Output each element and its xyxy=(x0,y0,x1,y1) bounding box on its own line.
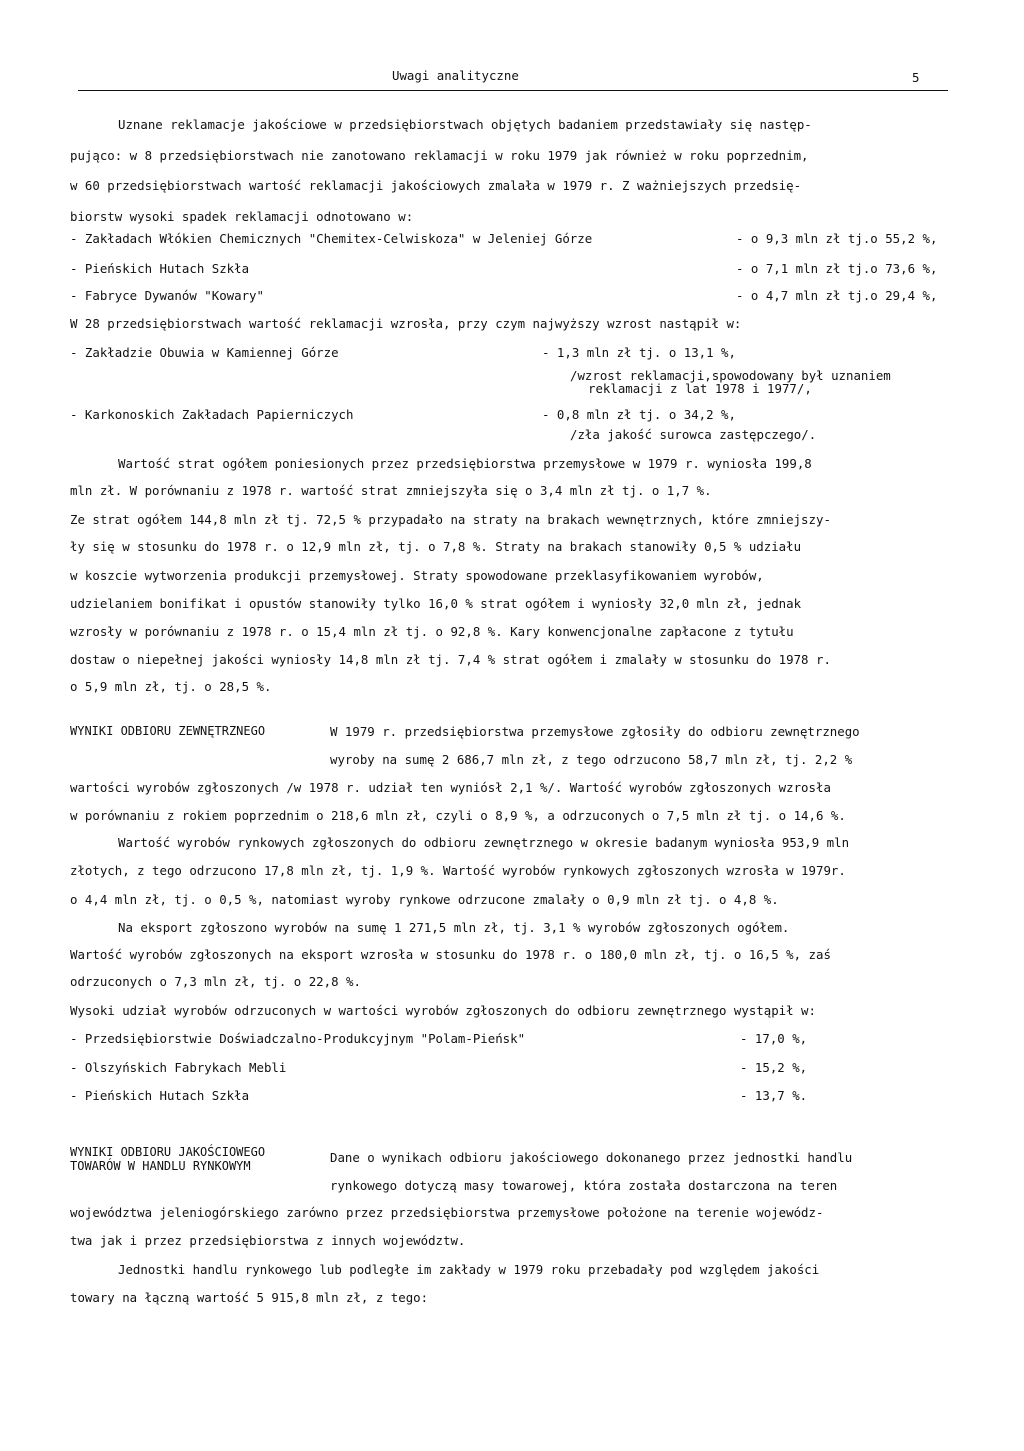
list-item-name: - Pieńskich Hutach Szkła xyxy=(70,261,250,276)
section-heading: WYNIKI ODBIORU ZEWNĘTRZNEGO xyxy=(70,724,266,738)
paragraph-line: pująco: w 8 przedsiębiorstwach nie zanotowano reklamacji w roku 1979 jak również w roku poprzednim, xyxy=(70,148,809,163)
paragraph-line: W 28 przedsiębiorstwach wartość reklamacji wzrosła, przy czym najwyższy wzrost nastąpił w: xyxy=(70,316,742,331)
paragraph-line: w koszcie wytworzenia produkcji przemysłowej. Straty spowodowane przeklasyfikowaniem wyrobów, xyxy=(70,568,764,583)
list-item-value: - 15,2 %, xyxy=(740,1060,808,1075)
header-rule xyxy=(78,90,948,91)
paragraph-line: wyroby na sumę 2 686,7 mln zł, z tego odrzucono 58,7 mln zł, tj. 2,2 % xyxy=(330,752,853,767)
paragraph-line: wartości wyrobów zgłoszonych /w 1978 r. udział ten wyniósł 2,1 %/. Wartość wyrobów zgłoszonych wzrosła xyxy=(70,780,831,795)
list-item-value: - 0,8 mln zł tj. o 34,2 %, xyxy=(542,407,736,422)
paragraph-line: Uznane reklamacje jakościowe w przedsiębiorstwach objętych badaniem przedstawiały się następ- xyxy=(118,117,812,132)
paragraph-line: o 5,9 mln zł, tj. o 28,5 %. xyxy=(70,679,272,694)
list-item-name: - Olszyńskich Fabrykach Mebli xyxy=(70,1060,287,1075)
list-item-value: - 13,7 %. xyxy=(740,1088,808,1103)
list-item-name: - Karkonoskich Zakładach Papierniczych xyxy=(70,407,354,422)
paragraph-line: Ze strat ogółem 144,8 mln zł tj. 72,5 % przypadało na straty na brakach wewnętrznych, które zmniejszy- xyxy=(70,512,831,527)
section-heading: WYNIKI ODBIORU JAKOŚCIOWEGO TOWARÓW W HANDLU RYNKOWYM xyxy=(70,1145,266,1173)
paragraph-line: odrzuconych o 7,3 mln zł, tj. o 22,8 %. xyxy=(70,974,361,989)
paragraph-line: towary na łączną wartość 5 915,8 mln zł, z tego: xyxy=(70,1290,429,1305)
paragraph-line: biorstw wysoki spadek reklamacji odnotowano w: xyxy=(70,209,414,224)
paragraph-line: o 4,4 mln zł, tj. o 0,5 %, natomiast wyroby rynkowe odrzucone zmalały o 0,9 mln zł tj. o 4,8 %. xyxy=(70,892,779,907)
paragraph-line: Dane o wynikach odbioru jakościowego dokonanego przez jednostki handlu xyxy=(330,1150,853,1165)
paragraph-line: udzielaniem bonifikat i opustów stanowiły tylko 16,0 % strat ogółem i wyniosły 32,0 mln zł, jednak xyxy=(70,596,802,611)
paragraph-line: wzrosły w porównaniu z 1978 r. o 15,4 mln zł tj. o 92,8 %. Kary konwencjonalne zapłacone z tytułu xyxy=(70,624,794,639)
paragraph-line: rynkowego dotyczą masy towarowej, która została dostarczona na teren xyxy=(330,1178,838,1193)
list-item-note: reklamacji z lat 1978 i 1977/, xyxy=(588,381,812,396)
paragraph-line: złotych, z tego odrzucono 17,8 mln zł, tj. 1,9 %. Wartość wyrobów rynkowych zgłoszonych wzrosła w 1979r. xyxy=(70,863,846,878)
paragraph-line: Jednostki handlu rynkowego lub podległe im zakłady w 1979 roku przebadały pod względem jakości xyxy=(118,1262,820,1277)
list-item-name: - Zakładzie Obuwia w Kamiennej Górze xyxy=(70,345,339,360)
paragraph-line: mln zł. W porównaniu z 1978 r. wartość strat zmniejszyła się o 3,4 mln zł tj. o 1,7 %. xyxy=(70,483,712,498)
paragraph-line: Wartość wyrobów rynkowych zgłoszonych do odbioru zewnętrznego w okresie badanym wyniosła 953,9 mln xyxy=(118,835,850,850)
paragraph-line: Na eksport zgłoszono wyrobów na sumę 1 271,5 mln zł, tj. 3,1 % wyrobów zgłoszonych ogółem. xyxy=(118,920,790,935)
paragraph-line: ły się w stosunku do 1978 r. o 12,9 mln zł, tj. o 7,8 %. Straty na brakach stanowiły 0,5 % udziału xyxy=(70,539,802,554)
page-header xyxy=(0,66,1024,96)
list-item-name: - Zakładach Włókien Chemicznych "Chemitex-Celwiskoza" w Jeleniej Górze xyxy=(70,231,593,246)
paragraph-line: Wysoki udział wyrobów odrzuconych w wartości wyrobów zgłoszonych do odbioru zewnętrznego wystąpił w: xyxy=(70,1003,816,1018)
list-item-note: /wzrost reklamacji,spowodowany był uznaniem xyxy=(570,368,891,383)
list-item-name: - Przedsiębiorstwie Doświadczalno-Produkcyjnym "Polam-Pieńsk" xyxy=(70,1031,526,1046)
list-item-note: /zła jakość surowca zastępczego/. xyxy=(570,427,817,442)
paragraph-line: Wartość wyrobów zgłoszonych na eksport wzrosła w stosunku do 1978 r. o 180,0 mln zł, tj. o 16,5 %, zaś xyxy=(70,947,831,962)
paragraph-line: w 60 przedsiębiorstwach wartość reklamacji jakościowych zmalała w 1979 r. Z ważniejszych przedsię- xyxy=(70,178,802,193)
paragraph-line: W 1979 r. przedsiębiorstwa przemysłowe zgłosiły do odbioru zewnętrznego xyxy=(330,724,860,739)
list-item-value: - o 7,1 mln zł tj.o 73,6 %, xyxy=(736,261,938,276)
list-item-name: - Fabryce Dywanów "Kowary" xyxy=(70,288,264,303)
list-item-value: - 17,0 %, xyxy=(740,1031,808,1046)
list-item-value: - o 9,3 mln zł tj.o 55,2 %, xyxy=(736,231,938,246)
page-number: 5 xyxy=(912,70,920,85)
paragraph-line: województwa jeleniogórskiego zarówno przez przedsiębiorstwa przemysłowe położone na terenie wojewódz- xyxy=(70,1205,824,1220)
paragraph-line: Wartość strat ogółem poniesionych przez przedsiębiorstwa przemysłowe w 1979 r. wyniosła 199,8 xyxy=(118,456,812,471)
header-title: Uwagi analityczne xyxy=(392,68,519,83)
paragraph-line: twa jak i przez przedsiębiorstwa z innych województw. xyxy=(70,1233,466,1248)
paragraph-line: w porównaniu z rokiem poprzednim o 218,6 mln zł, czyli o 8,9 %, a odrzuconych o 7,5 mln zł tj. o 14,6 %. xyxy=(70,808,846,823)
paragraph-line: dostaw o niepełnej jakości wyniosły 14,8 mln zł tj. 7,4 % strat ogółem i zmalały w stosunku do 1978 r. xyxy=(70,652,831,667)
list-item-name: - Pieńskich Hutach Szkła xyxy=(70,1088,250,1103)
list-item-value: - o 4,7 mln zł tj.o 29,4 %, xyxy=(736,288,938,303)
list-item-value: - 1,3 mln zł tj. o 13,1 %, xyxy=(542,345,736,360)
